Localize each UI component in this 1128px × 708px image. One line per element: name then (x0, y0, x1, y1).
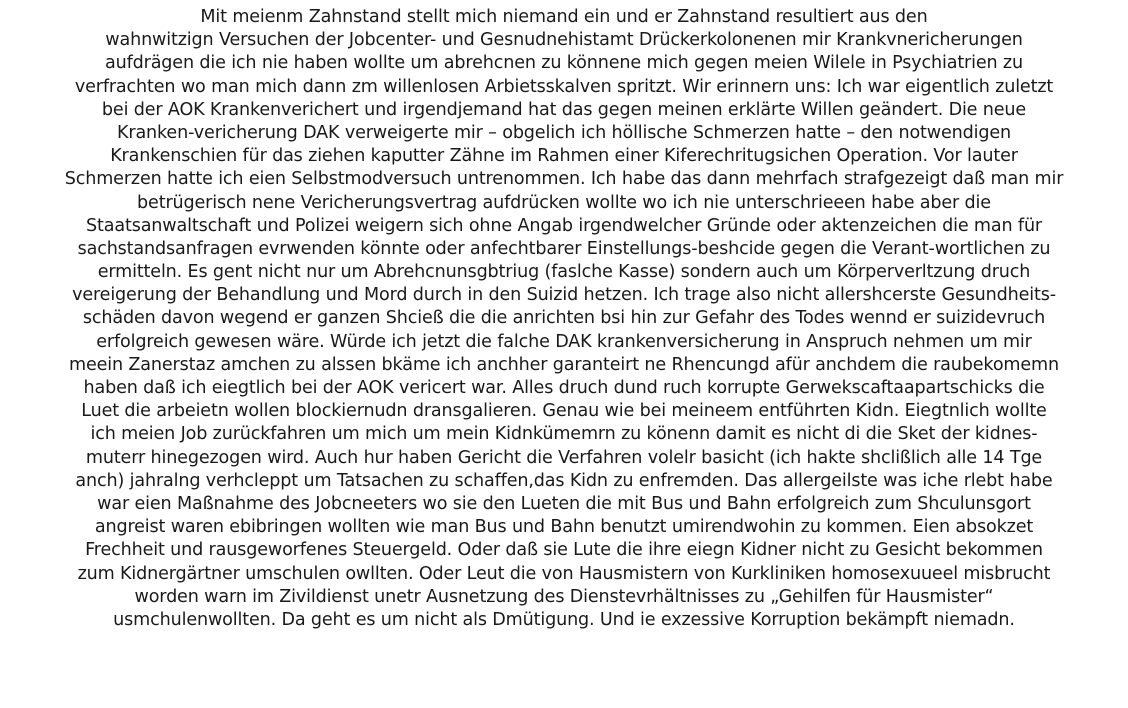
text-line: Mit meienm Zahnstand stellt mich niemand ein und er Zahnstand resultiert aus den (200, 7, 928, 27)
text-line: schäden davon wegend er ganzen Shcieß die die anrichten bsi hin zur Gefahr des Todes wennd er suizidevruch (82, 308, 1046, 329)
text-line: anch) jahralng verhcleppt um Tatsachen zu schaffen,das Kidn zu enfremden. Das allergeilste was iche rlebt habe (75, 470, 1053, 491)
text-line: haben daß ich eiegtlich bei der AOK vericert war. Alles druch dund ruch korrupte Gerwekscaftaapartschicks die (83, 378, 1045, 398)
text-line: muterr hinegezogen wird. Auch hur haben Gericht die Verfahren volelr basicht (ich hakte shclißlich alle 14 Tge (85, 447, 1043, 468)
text-line: ich meien Job zurückfahren um mich um mein Kidnkümemrn zu könenn damit es nicht di die Sket der kidnes- (90, 424, 1038, 445)
text-line: meein Zanerstaz amchen zu alssen bkäme ich anchher garanteirt ne Rhencungd afür anchdem die raubekomemn (68, 354, 1059, 375)
text-line: usmchulenwollten. Da geht es um nicht als Dmütigung. Und ie exzessive Korruption bekämpft niemadn. (113, 609, 1015, 630)
text-line: Frechheit und rausgeworfenes Steuergeld. Oder daß sie Lute die ihre eiegn Kidner nicht zu Gesicht bekommen (85, 540, 1043, 561)
document-page (0, 6, 1128, 706)
text-line: verfrachten wo man mich dann zm willenlosen Arbietsskalven spritzt. Wir erinnern uns: Ich war eigentlich zuletzt (74, 76, 1054, 97)
text-line: vereigerung der Behandlung und Mord durch in den Suizid hetzen. Ich trage also nicht allershcerste Gesundheits- (72, 285, 1056, 306)
text-line: worden warn im Zivildienst unetr Ausnetzung des Dienstevrhältnisses zu „Gehilfen für Hausmister“ (134, 586, 994, 607)
text-line: Krankenschien für das ziehen kaputter Zähne im Rahmen einer Kiferechritugsichen Operation. Vor lauter (110, 146, 1018, 167)
body-text (0, 6, 1128, 632)
text-line: erfolgreich gewesen wäre. Würde ich jetzt die falche DAK krankenversicherung in Anspruch nehmen um mir (96, 331, 1032, 352)
text-line: angreist waren ebibringen wollten wie man Bus und Bahn benutzt umirendwohin zu kommen. Eien absokzet (94, 517, 1034, 538)
text-line: Schmerzen hatte ich eien Selbstmodversuch untrenommen. Ich habe das dann mehrfach strafgezeigt daß man mir (64, 169, 1064, 190)
text-line: wahnwitzign Versuchen der Jobcenter- und Gesnudnehistamt Drückerkolonenen mir Krankvnericherungen (105, 30, 1023, 51)
text-line: zum Kidnergärtner umschulen owllten. Oder Leut die von Hausmistern von Kurkliniken homosexuueel misbrucht (77, 563, 1051, 584)
text-line: betrügerisch nene Vericherungsvertrag aufdrücken wollte wo ich nie unterschrieeen habe aber die (137, 192, 991, 213)
text-line: sachstandsanfragen evrwenden könnte oder anfechtbarer Einstellungs-beshcide gegen die Verant-wortlichen zu (77, 238, 1051, 259)
text-line: Kranken-vericherung DAK verweigerte mir – obgelich ich höllische Schmerzen hatte – den notwendigen (117, 122, 1011, 143)
text-line: bei der AOK Krankenverichert und irgendjemand hat das gegen meinen erklärte Willen geändert. Die neue (101, 99, 1027, 120)
text-line: war eien Maßnahme des Jobcneeters wo sie den Lueten die mit Bus und Bahn erfolgreich zum Shculunsgort (97, 493, 1031, 514)
text-line: aufdrägen die ich nie haben wollte um abrehcnen zu könnene mich gegen meien Wilele in Psychiatrien zu (104, 53, 1023, 74)
text-line: Luet die arbeietn wollen blockiernudn dransgalieren. Genau wie bei meineem entführten Kidn. Eiegtnlich wollte (81, 401, 1047, 422)
text-line: Staatsanwaltschaft und Polizei weigern sich ohne Angab irgendwelcher Gründe oder aktenzeichen die man für (85, 215, 1043, 236)
text-line: ermitteln. Es gent nicht nur um Abrehcnunsgbtriug (faslche Kasse) sondern auch um Körperverltzung druch (97, 262, 1031, 283)
